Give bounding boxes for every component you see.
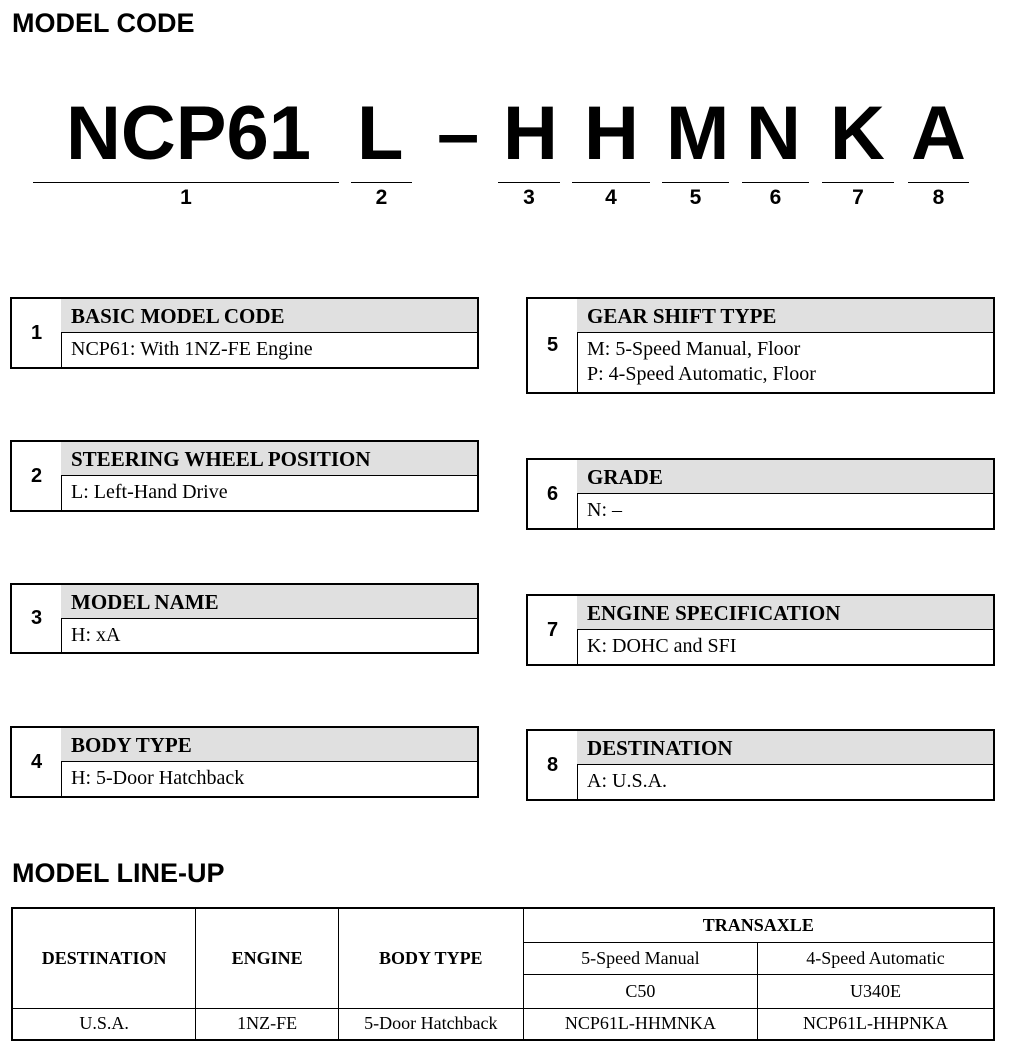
model-code-title: MODEL CODE bbox=[12, 8, 195, 38]
code-part-basic-model: NCP61 bbox=[66, 91, 311, 176]
box-model-name bbox=[10, 583, 479, 654]
code-underline-6 bbox=[742, 182, 809, 183]
box-line: A: U.S.A. bbox=[587, 770, 668, 792]
code-number-3: 3 bbox=[523, 186, 535, 209]
code-number-6: 6 bbox=[769, 186, 782, 209]
header-engine: ENGINE bbox=[196, 908, 339, 1008]
code-underline-8 bbox=[908, 182, 969, 183]
box-index: 7 bbox=[528, 596, 578, 664]
box-destination bbox=[526, 729, 995, 801]
header-destination: DESTINATION bbox=[12, 908, 196, 1008]
box-body bbox=[577, 494, 993, 528]
box-gear-shift-type bbox=[526, 297, 995, 394]
header-manual-code: C50 bbox=[523, 974, 757, 1008]
code-part-destination: A bbox=[911, 91, 966, 176]
code-part-body-type: H bbox=[584, 91, 639, 176]
box-header: GEAR SHIFT TYPE bbox=[577, 299, 993, 333]
code-underline-1 bbox=[33, 182, 339, 183]
header-body-type: BODY TYPE bbox=[339, 908, 524, 1008]
box-line: P: 4-Speed Automatic, Floor bbox=[587, 363, 816, 385]
box-body bbox=[577, 333, 993, 392]
code-underline-4 bbox=[572, 182, 650, 183]
box-line: N: – bbox=[587, 499, 622, 521]
code-underline-2 bbox=[351, 182, 412, 183]
box-index: 3 bbox=[12, 585, 62, 652]
cell-manual-model: NCP61L-HHMNKA bbox=[523, 1008, 757, 1040]
code-underline-3 bbox=[498, 182, 560, 183]
box-body bbox=[577, 765, 993, 799]
header-automatic: 4-Speed Automatic bbox=[758, 942, 994, 974]
box-body bbox=[577, 630, 993, 664]
box-body bbox=[61, 476, 477, 510]
model-lineup-table bbox=[11, 907, 995, 1041]
code-number-2: 2 bbox=[375, 186, 388, 209]
box-index: 2 bbox=[12, 442, 62, 510]
box-basic-model-code bbox=[10, 297, 479, 369]
box-header: BODY TYPE bbox=[61, 728, 477, 762]
code-number-1: 1 bbox=[180, 186, 192, 209]
box-body bbox=[61, 619, 477, 652]
table-row bbox=[12, 1008, 994, 1040]
header-transaxle: TRANSAXLE bbox=[523, 908, 994, 942]
box-index: 1 bbox=[12, 299, 62, 367]
box-index: 5 bbox=[528, 299, 578, 392]
model-lineup-title: MODEL LINE-UP bbox=[12, 858, 225, 888]
box-header: STEERING WHEEL POSITION bbox=[61, 442, 477, 476]
cell-destination: U.S.A. bbox=[12, 1008, 196, 1040]
code-underline-5 bbox=[662, 182, 729, 183]
code-part-engine-spec: K bbox=[830, 91, 885, 176]
box-header: MODEL NAME bbox=[61, 585, 477, 619]
code-part-grade: N bbox=[746, 91, 801, 176]
code-underline-7 bbox=[822, 182, 894, 183]
box-body bbox=[61, 333, 477, 367]
box-grade bbox=[526, 458, 995, 530]
box-index: 4 bbox=[12, 728, 62, 796]
code-number-4: 4 bbox=[605, 186, 617, 209]
code-part-model-name: H bbox=[503, 91, 558, 176]
box-steering-wheel-position bbox=[10, 440, 479, 512]
box-body-type bbox=[10, 726, 479, 798]
box-index: 6 bbox=[528, 460, 578, 528]
code-part-dash: – bbox=[437, 91, 480, 176]
code-number-5: 5 bbox=[689, 186, 702, 209]
header-automatic-code: U340E bbox=[758, 974, 994, 1008]
code-part-gear-shift: M bbox=[666, 91, 730, 176]
box-header: ENGINE SPECIFICATION bbox=[577, 596, 993, 630]
box-line: M: 5-Speed Manual, Floor bbox=[587, 338, 801, 360]
code-number-8: 8 bbox=[932, 186, 945, 209]
table-header-row bbox=[12, 908, 994, 942]
box-header: GRADE bbox=[577, 460, 993, 494]
box-index: 8 bbox=[528, 731, 578, 799]
box-body bbox=[61, 762, 477, 796]
box-line: H: xA bbox=[71, 624, 121, 646]
cell-engine: 1NZ-FE bbox=[196, 1008, 339, 1040]
box-line: L: Left-Hand Drive bbox=[71, 481, 228, 503]
code-part-steering: L bbox=[357, 91, 404, 176]
header-manual: 5-Speed Manual bbox=[523, 942, 757, 974]
box-header: BASIC MODEL CODE bbox=[61, 299, 477, 333]
box-line: H: 5-Door Hatchback bbox=[71, 767, 245, 789]
cell-automatic-model: NCP61L-HHPNKA bbox=[758, 1008, 994, 1040]
code-number-7: 7 bbox=[852, 186, 864, 209]
box-line: K: DOHC and SFI bbox=[587, 635, 737, 657]
box-header: DESTINATION bbox=[577, 731, 993, 765]
cell-body-type: 5-Door Hatchback bbox=[339, 1008, 524, 1040]
box-line: NCP61: With 1NZ-FE Engine bbox=[71, 338, 313, 360]
box-engine-specification bbox=[526, 594, 995, 666]
